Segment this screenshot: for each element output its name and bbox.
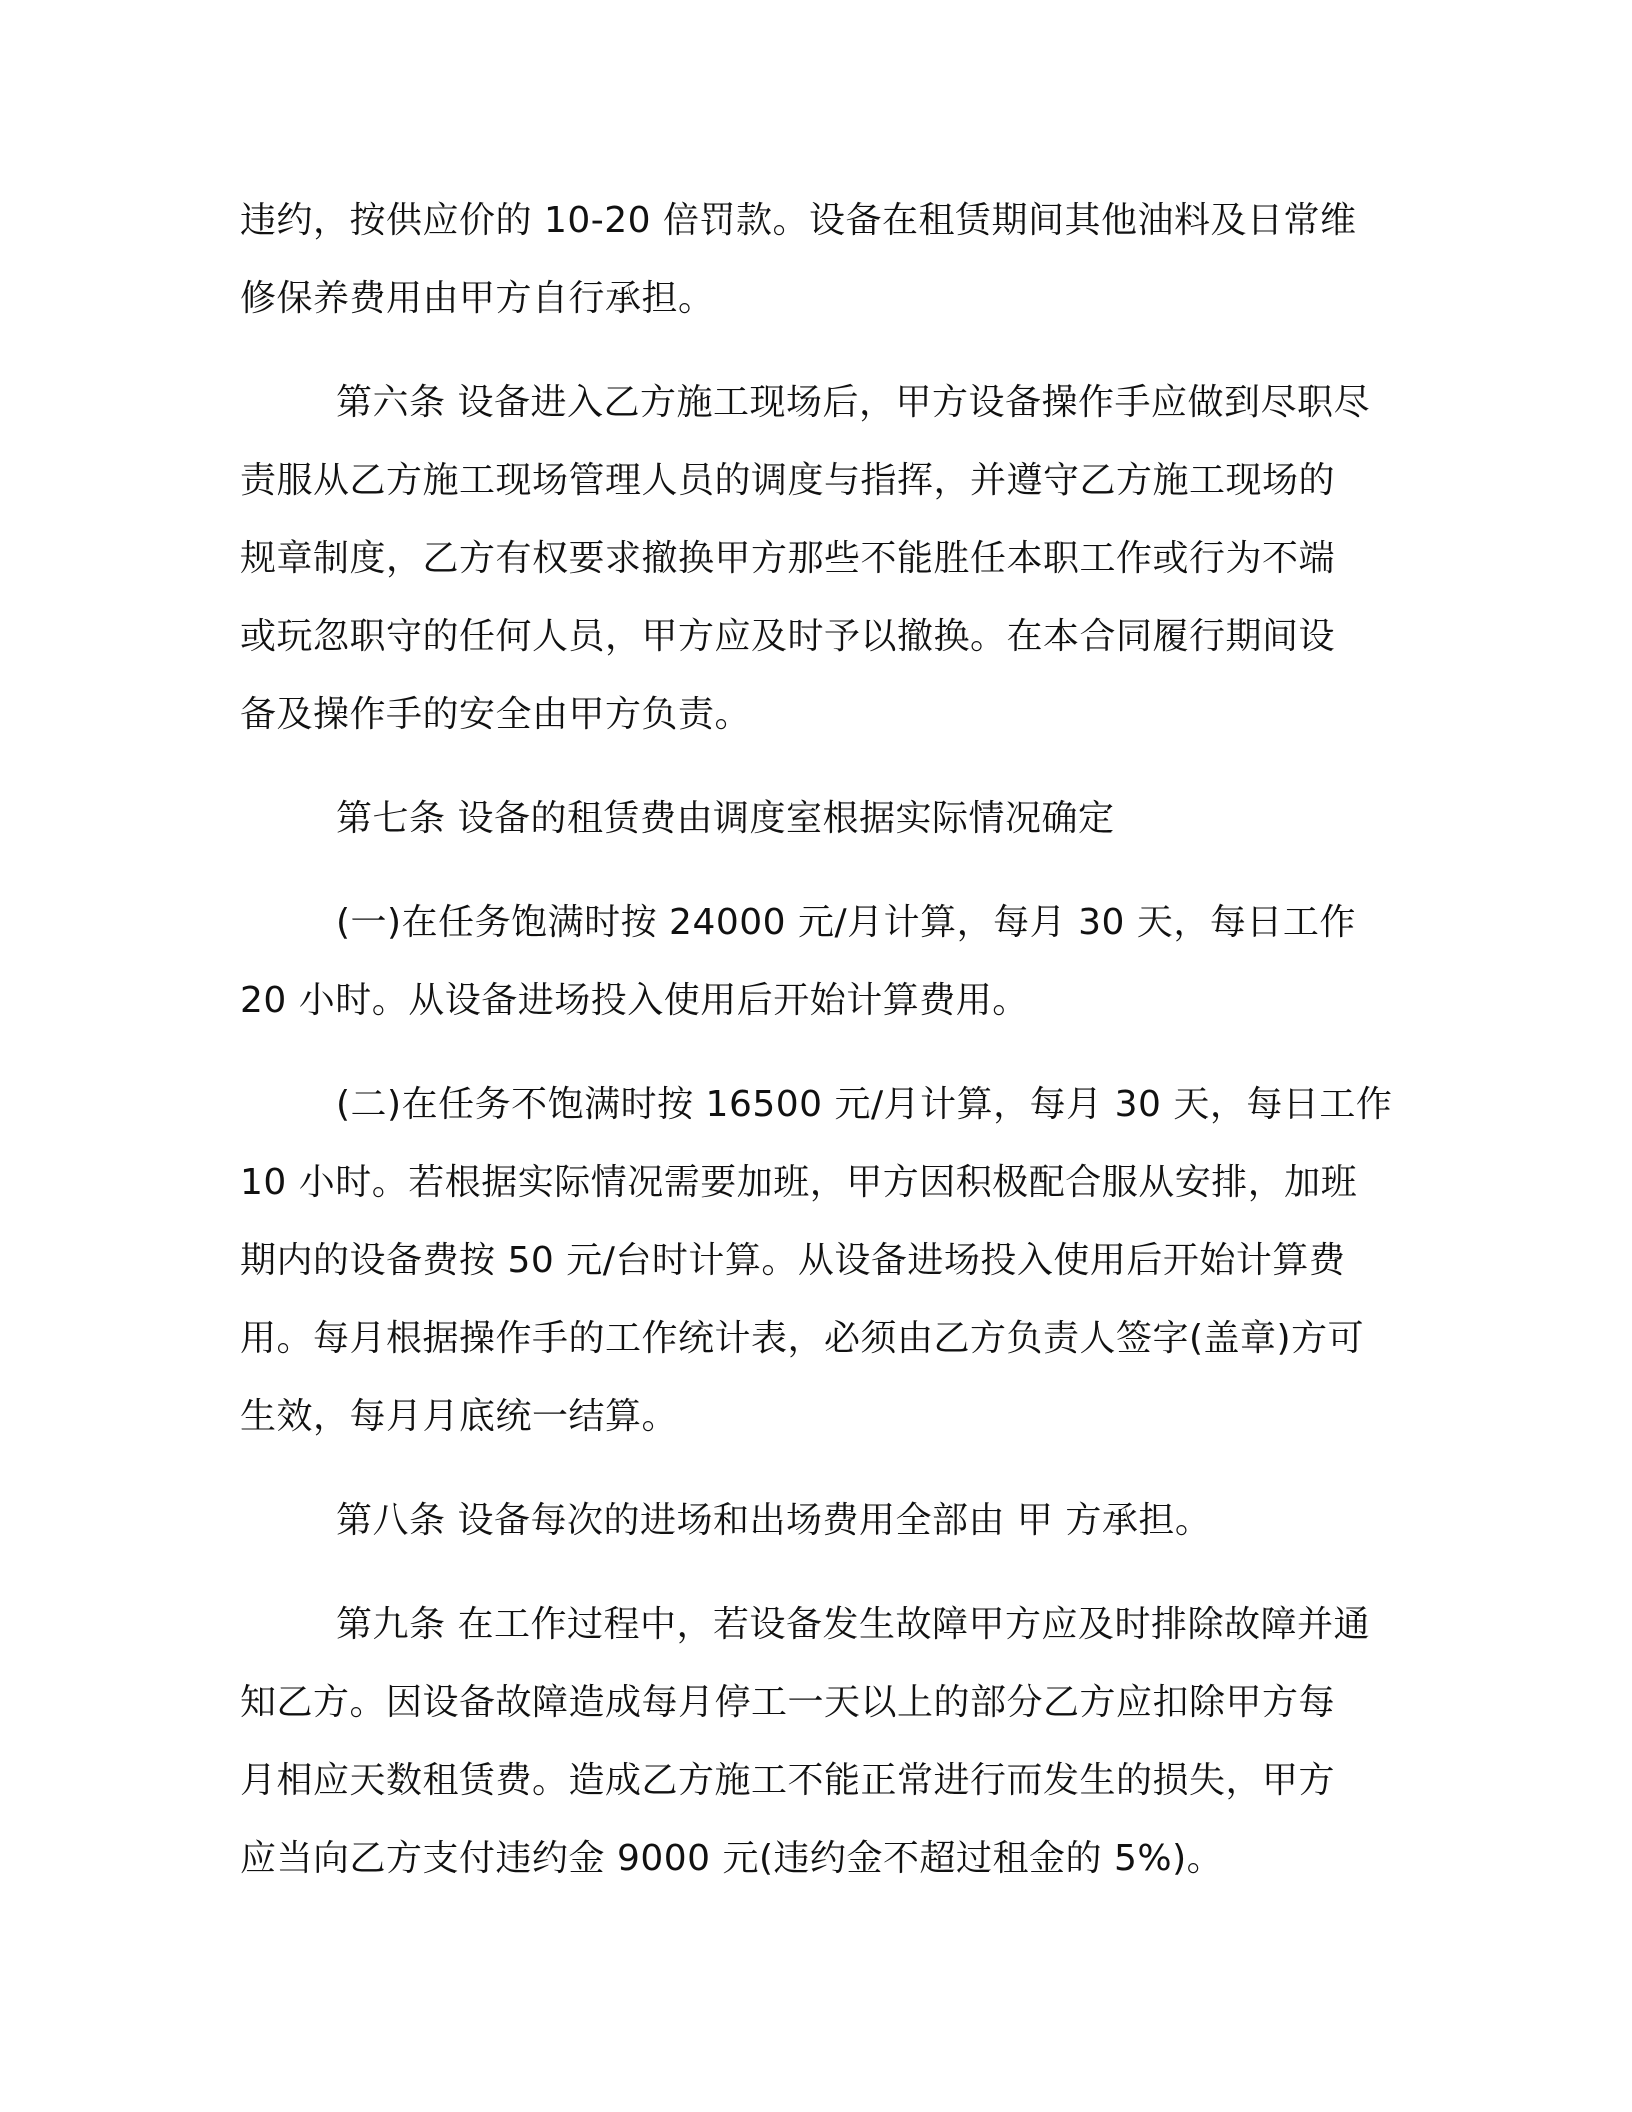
text-line: 责服从乙方施工现场管理人员的调度与指挥，并遵守乙方施工现场的 — [240, 460, 1336, 501]
text-line: 期内的设备费按 50 元/台时计算。从设备进场投入使用后开始计算费 — [240, 1240, 1346, 1281]
text-line: 第七条 设备的租赁费由调度室根据实际情况确定 — [336, 798, 1115, 839]
text-line: 第八条 设备每次的进场和出场费用全部由 甲 方承担。 — [336, 1500, 1212, 1541]
document-body — [240, 182, 1400, 1924]
paragraph-article-8 — [240, 1482, 1400, 1560]
text-line: 规章制度，乙方有权要求撤换甲方那些不能胜任本职工作或行为不端 — [240, 538, 1336, 579]
text-line: 月相应天数租赁费。造成乙方施工不能正常进行而发生的损失，甲方 — [240, 1760, 1336, 1801]
text-line: 第六条 设备进入乙方施工现场后，甲方设备操作手应做到尽职尽 — [336, 382, 1370, 423]
paragraph-article-9 — [240, 1586, 1400, 1898]
text-line: 违约，按供应价的 10-20 倍罚款。设备在租赁期间其他油料及日常维 — [240, 200, 1357, 241]
paragraph-article-7 — [240, 780, 1400, 858]
text-line: 备及操作手的安全由甲方负责。 — [240, 694, 752, 735]
paragraph-continued-penalty — [240, 182, 1400, 338]
text-line: (一)在任务饱满时按 24000 元/月计算，每月 30 天，每日工作 — [336, 902, 1356, 943]
text-line: (二)在任务不饱满时按 16500 元/月计算，每月 30 天，每日工作 — [336, 1084, 1393, 1125]
text-line: 应当向乙方支付违约金 9000 元(违约金不超过租金的 5%)。 — [240, 1838, 1224, 1879]
text-line: 用。每月根据操作手的工作统计表，必须由乙方负责人签字(盖章)方可 — [240, 1318, 1365, 1359]
paragraph-article-6 — [240, 364, 1400, 754]
text-line: 修保养费用由甲方自行承担。 — [240, 278, 715, 319]
paragraph-article-7-item-2 — [240, 1066, 1400, 1456]
text-line: 知乙方。因设备故障造成每月停工一天以上的部分乙方应扣除甲方每 — [240, 1682, 1336, 1723]
text-line: 20 小时。从设备进场投入使用后开始计算费用。 — [240, 980, 1029, 1021]
text-line: 生效，每月月底统一结算。 — [240, 1396, 679, 1437]
text-line: 第九条 在工作过程中，若设备发生故障甲方应及时排除故障并通 — [336, 1604, 1370, 1645]
text-line: 或玩忽职守的任何人员，甲方应及时予以撤换。在本合同履行期间设 — [240, 616, 1336, 657]
text-line: 10 小时。若根据实际情况需要加班，甲方因积极配合服从安排，加班 — [240, 1162, 1358, 1203]
paragraph-article-7-item-1 — [240, 884, 1400, 1040]
